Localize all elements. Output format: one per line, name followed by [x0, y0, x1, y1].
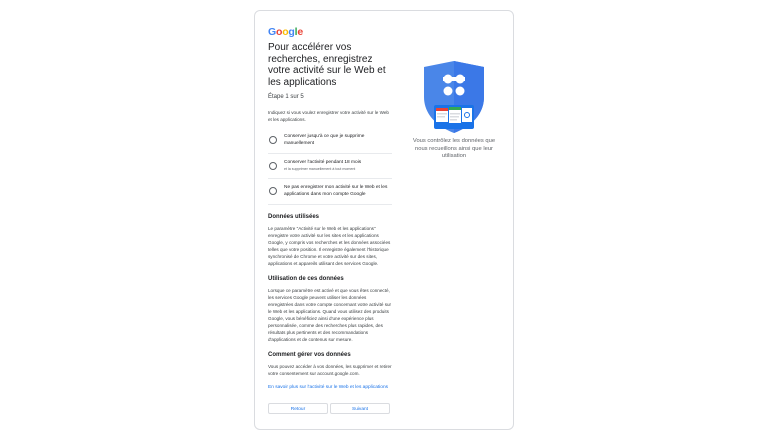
section-body-usage: Lorsque ce paramètre est activé et que vous êtes connecté, les services Google peuvent utiliser les données enregistrées dans votre compte concernant votre activité sur le Web et les applications. Quand vous utilisez des produits Google, vous bénéficiez ainsi d'une expérience plus personnalisée, comme des recherches plus rapides, des résultats plus pertinents et des recommandations d'applications et de contenus sur mesure. — [268, 288, 392, 343]
option-label: Conserver l'activité pendant 18 mois — [284, 160, 362, 166]
google-logo: Google — [268, 26, 303, 38]
retention-options — [268, 128, 392, 205]
illustration-caption: Vous contrôlez les données que nous recueillons ainsi que leur utilisation — [412, 138, 496, 160]
shield-icon — [412, 57, 496, 137]
page-title: Pour accélérer vos recherches, enregistrez votre activité sur le Web et les applications — [268, 42, 386, 88]
option-keep-18-months[interactable] — [268, 154, 392, 179]
learn-more-link[interactable]: En savoir plus sur l'activité sur le Web et les applications — [268, 385, 389, 391]
left-column — [268, 26, 392, 414]
radio-button[interactable] — [269, 187, 277, 195]
option-label: Conserver jusqu'à ce que je supprime manuellement — [284, 134, 365, 146]
section-body-manage: Vous pouvez accéder à vos données, les supprimer et retirer votre consentement sur account.google.com. — [268, 364, 392, 377]
button-row — [268, 403, 392, 414]
intro-text: Indiquez si vous voulez enregistrer votre activité sur le Web et les applications. — [268, 110, 389, 122]
option-label: Ne pas enregistrer mon activité sur le Web et les applications dans mon compte Google — [284, 184, 388, 197]
step-indicator: Étape 1 sur 5 — [268, 94, 304, 100]
privacy-illustration — [412, 57, 496, 137]
section-title-data-used: Données utilisées — [268, 214, 320, 221]
next-button[interactable]: Suivant — [330, 403, 390, 414]
option-do-not-save[interactable] — [268, 179, 392, 205]
option-sublabel: et la supprimer manuellement à tout moment — [284, 166, 356, 171]
radio-button[interactable] — [269, 162, 277, 170]
section-title-usage: Utilisation de ces données — [268, 276, 344, 283]
section-title-manage: Comment gérer vos données — [268, 352, 351, 359]
back-button[interactable]: Retour — [268, 403, 328, 414]
section-body-data-used: Le paramètre "Activité sur le Web et les applications" enregistre votre activité sur les sites et les applications Google, y compris vos recherches et les données associées telles que votre position. Il enregistre également l'historique synchronisé de Chrome et votre activité sur des sites, applications et appareils utilisant des services Google. — [268, 226, 391, 267]
radio-button[interactable] — [269, 136, 277, 144]
option-keep-until-delete[interactable] — [268, 128, 392, 154]
